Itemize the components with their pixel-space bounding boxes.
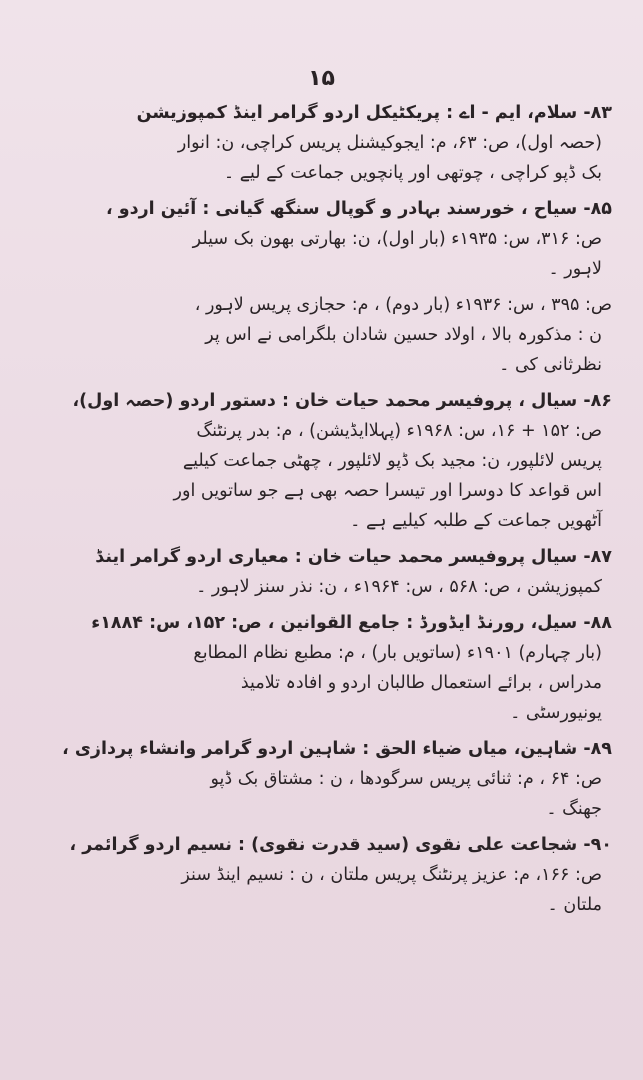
- entry-line: جھنگ ۔: [546, 799, 602, 819]
- entry-line: ص: ۶۴ ، م: ثنائی پریس سرگودھا ، ن : مشتاق بک ڈپو: [210, 769, 602, 789]
- entry-line: ص: ۳۱۶، س: ۱۹۳۵ء (بار اول)، ن: بھارتی بھون بک سیلر: [192, 229, 602, 249]
- entry-line: پریس لائلپور، ن: مجید بک ڈپو لائلپور ، چھٹی جماعت کیلیے: [182, 451, 602, 471]
- entry-line: یونیورسٹی ۔: [510, 703, 602, 723]
- entry-line: لاہور ۔: [548, 259, 602, 279]
- entry-line: نظرثانی کی ۔: [499, 355, 602, 375]
- entry-line: (حصہ اول)، ص: ۶۳، م: ایجوکیشنل پریس کراچی، ن: انوار: [177, 133, 602, 153]
- entry-line: ۹۰- شجاعت علی نقوی (سید قدرت نقوی) : نسیم اردو گرائمر ،: [69, 835, 612, 855]
- entry-line: ص: ۱۶۶، م: عزیز پرنٹنگ پریس ملتان ، ن : نسیم اینڈ سنز: [181, 865, 602, 885]
- page-number: ۱۵: [308, 66, 335, 91]
- entry-line: ۸۹- شاہین، میاں ضیاء الحق : شاہین اردو گرامر وانشاء پردازی ،: [62, 739, 612, 759]
- entry-88: [52, 608, 612, 728]
- entry-line: ۸۵- سیاح ، خورسند بہادر و گوپال سنگھ گیانی : آئین اردو ،: [106, 199, 612, 219]
- entry-89: [52, 734, 612, 824]
- entry-line: ۸۷- سیال پروفیسر محمد حیات خان : معیاری اردو گرامر اینڈ: [95, 547, 612, 567]
- entry-line: ص: ۱۵۲ + ۱۶، س: ۱۹۶۸ء (پہلاایڈیشن) ، م: بدر پرنٹنگ: [196, 421, 602, 441]
- entry-line: کمپوزیشن ، ص: ۵۶۸ ، س: ۱۹۶۴ء ، ن: نذر سنز لاہور ۔: [196, 577, 602, 597]
- entry-87: [52, 542, 612, 602]
- entry-line: (بار چہارم) ۱۹۰۱ء (ساتویں بار) ، م: مطبع نظام المطابع: [193, 643, 602, 663]
- bibliography-list: [52, 98, 612, 926]
- entry-90: [52, 830, 612, 920]
- entry-86: [52, 386, 612, 536]
- entry-line: ن : مذکورہ بالا ، اولاد حسین شادان بلگرامی نے اس پر: [205, 325, 602, 345]
- entry-85-second-edition: [52, 290, 612, 380]
- entry-line: ملتان ۔: [547, 895, 602, 915]
- entry-line: مدراس ، برائے استعمال طالبان اردو و افادہ تلامیذ: [240, 673, 602, 693]
- entry-line: اس قواعد کا دوسرا اور تیسرا حصہ بھی ہے جو ساتویں اور: [173, 481, 602, 501]
- entry-line: آٹھویں جماعت کے طلبہ کیلیے ہے ۔: [350, 511, 602, 531]
- entry-line: ۸۸- سیل، رورنڈ ایڈورڈ : جامع القوانین ، ص: ۱۵۲، س: ۱۸۸۴ء: [91, 613, 612, 633]
- entry-83: [52, 98, 612, 188]
- entry-line: بک ڈپو کراچی ، چوتھی اور پانچویں جماعت کے لیے ۔: [223, 163, 602, 183]
- entry-line: ۸۳- سلام، ایم - اے : پریکٹیکل اردو گرامر اینڈ کمپوزیشن: [136, 103, 612, 123]
- entry-line: ۸۶- سیال ، پروفیسر محمد حیات خان : دستور اردو (حصہ اول)،: [72, 391, 612, 411]
- entry-85: [52, 194, 612, 284]
- entry-line: ص: ۳۹۵ ، س: ۱۹۳۶ء (بار دوم) ، م: حجازی پریس لاہور ،: [194, 295, 612, 315]
